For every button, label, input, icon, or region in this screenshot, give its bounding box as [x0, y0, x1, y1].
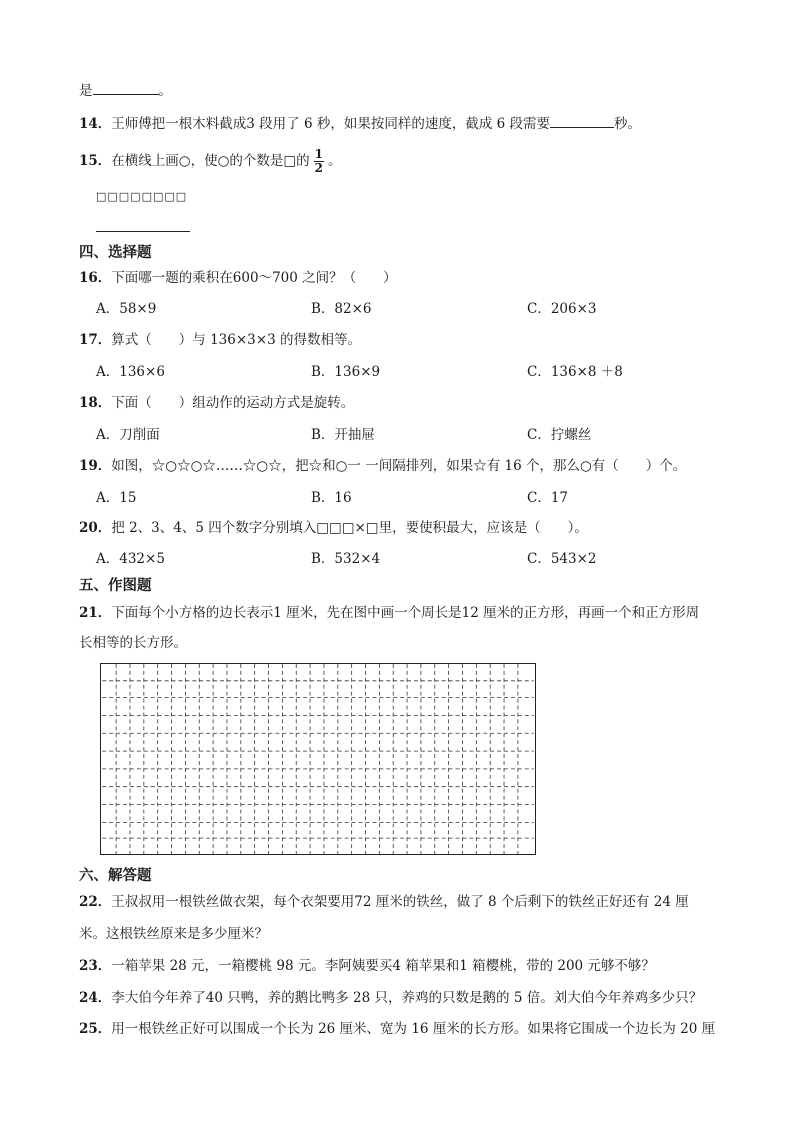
option-b[interactable]: B．532×4: [311, 551, 381, 567]
option-c[interactable]: C．206×3: [527, 301, 597, 317]
question-22-line2: 米。这根铁丝原来是多少厘米？: [79, 926, 268, 942]
question-25: 25．用一根铁丝正好可以围成一个长为 26 厘米、宽为 16 厘米的长方形。如果将它围成一个边长为 20 厘: [79, 1021, 716, 1037]
option-b[interactable]: B．开抽屉: [311, 427, 375, 443]
option-b[interactable]: B．16: [311, 490, 352, 506]
drawing-grid[interactable]: [100, 663, 536, 855]
question-18: 18．下面（ ）组动作的运动方式是旋转。: [79, 395, 355, 411]
option-c[interactable]: C．543×2: [527, 551, 597, 567]
option-a[interactable]: A．136×6: [96, 364, 165, 380]
option-c[interactable]: C．拧螺丝: [527, 427, 592, 443]
option-c[interactable]: C．17: [527, 490, 569, 506]
option-b[interactable]: B．136×9: [311, 364, 381, 380]
option-c[interactable]: C．136×8 ＋8: [527, 364, 623, 380]
q13-tail: 是 。: [79, 80, 172, 101]
option-a[interactable]: A．刀削面: [96, 427, 160, 443]
section-title-choice: 四、选择题: [79, 245, 152, 261]
question-21: 21．下面每个小方格的边长表示1 厘米，先在图中画一个周长是12 厘米的正方形，再画一个和正方形周: [79, 605, 700, 621]
section-title-drawing: 五、作图题: [79, 578, 152, 594]
question-15: 15．在横线上画○，使○的个数是□的 $\frac{1}{2}$ 。: [79, 147, 342, 175]
question-16: 16．下面哪一题的乘积在600～700 之间？（ ）: [79, 270, 397, 286]
section-title-answers: 六、解答题: [79, 868, 152, 884]
squares-row: □□□□□□□□: [96, 190, 188, 203]
question-22: 22．王叔叔用一根铁丝做衣架，每个衣架要用72 厘米的铁丝，做了 8 个后剩下的铁丝正好还有 24 厘: [79, 894, 689, 910]
option-a[interactable]: A．15: [96, 490, 137, 506]
option-a[interactable]: A．432×5: [96, 551, 165, 567]
question-21-line2: 长相等的长方形。: [79, 635, 187, 651]
fraction: $\frac{1}{2}$: [314, 147, 323, 175]
drawing-line[interactable]: [96, 231, 190, 232]
question-20: 20．把 2、3、4、5 四个数字分别填入□□□×□里，要使积最大，应该是（ ）。: [79, 520, 588, 536]
question-17: 17．算式（ ）与 136×3×3 的得数相等。: [79, 332, 361, 348]
question-24: 24．李大伯今年养了40 只鸭，养的鹅比鸭多 28 只，养鸡的只数是鹅的 5 倍。刘大伯今年养鸡多少只？: [79, 990, 703, 1006]
question-23: 23．一箱苹果 28 元，一箱樱桃 98 元。李阿姨要买4 箱苹果和1 箱樱桃，带的 200 元够不够？: [79, 958, 655, 974]
option-b[interactable]: B．82×6: [311, 301, 372, 317]
answer-blank[interactable]: [550, 113, 614, 128]
answer-blank[interactable]: [93, 80, 159, 95]
option-a[interactable]: A．58×9: [96, 301, 157, 317]
question-14: 14．王师傅把一根木料截成3 段用了 6 秒，如果按同样的速度，截成 6 段需要 秒。: [79, 113, 641, 134]
question-19: 19．如图，☆○☆○☆……☆○☆，把☆和○一 一间隔排列，如果☆有 16 个，那么○有（ ）个。: [79, 458, 687, 474]
